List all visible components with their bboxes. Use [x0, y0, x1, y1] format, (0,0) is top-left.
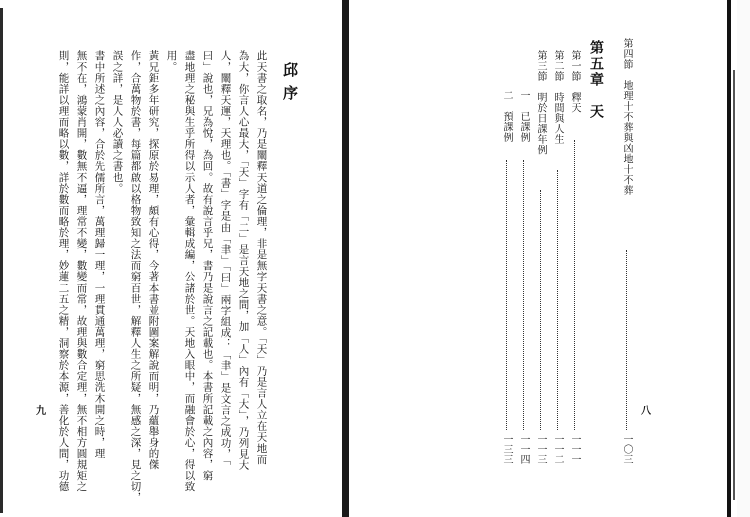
toc-leader	[523, 160, 524, 430]
toc-entry-label: 第三節 明於日課年例	[535, 50, 546, 155]
body-column: 作，合萬物於書，每篇都啟以格物致知之法而窮百世，解釋人生之所疑，無感之深，見之切，	[129, 50, 142, 504]
toc-entry-label: 第四節 地理十不葬與凶地十不葬	[621, 38, 632, 196]
body-column: 為大，你言人心最大，「天」字有「二」是言天地之間，加「人」內有「大」，乃列見大	[237, 50, 250, 471]
body-column: 無不在，鴻蒙肖開，數無不逼，理常不變，數變而常，故理與數合定理，無不相方圓規矩之	[75, 50, 88, 492]
toc-entry-number: 一一三	[535, 434, 546, 464]
page-edge	[733, 70, 735, 500]
body-column: 盡地理之秘與生乎所得以示人者，彙輯成編，公諸於世。天地入眼中，而融會於心，得以致	[183, 50, 196, 492]
toc-entry-label: 一 已課例	[518, 90, 529, 143]
right-page	[349, 0, 750, 517]
toc-entry-number: 一一四	[518, 434, 529, 464]
body-column: 曰」說也，兄為悅，為回。故有說言乎兄，書乃是說言之記載也。本書所記載之內容，窮	[201, 50, 214, 481]
left-page	[0, 0, 345, 517]
body-column: 人，闡釋天運，天理也。「書」字是由「聿」「曰」兩字組成：「聿」是文言之成功，「	[219, 50, 232, 466]
page-number: 九	[36, 406, 46, 417]
toc-entry-label: 二 預課例	[501, 90, 512, 143]
toc-entry-number: 一一一	[569, 434, 580, 464]
body-column: 則，能詳以理而略以數，詳於數而略於理，妙蓮二五之精，洞察於本源，善化於人間，功德	[57, 50, 70, 492]
body-column: 用。	[165, 50, 178, 73]
toc-leader	[540, 190, 541, 430]
toc-entry-label: 第一節 釋天	[569, 50, 580, 113]
toc-leader	[626, 250, 627, 430]
toc-leader	[506, 160, 507, 430]
body-column: 此天書之取名，乃是闡釋天道之倫理，非是無字天書之意。「天」乃是言人立在天地而	[255, 50, 268, 465]
toc-entry-number: 一〇三	[621, 434, 632, 464]
body-column: 書中所述之內容，合於先儒所言，萬理歸一理，一理貫通萬理，窮思洗木開之時，理	[93, 50, 106, 459]
toc-entry-label: 第二節 時間與人生	[552, 50, 563, 145]
body-column: 黃兄鉅多年研究，探原於易理，頗有心得，今著本書並附圖案解說而明，乃蘊舉身的傑	[147, 50, 160, 470]
page-edge	[737, 0, 750, 517]
page-edge	[727, 0, 731, 517]
toc-entry-number: 一三三	[501, 434, 512, 464]
page-edge	[0, 8, 3, 513]
chapter-heading: 第五章 天	[588, 40, 604, 120]
toc-leader	[557, 170, 558, 430]
body-column: 誤之詳，是人人必讀之書也。	[111, 50, 124, 194]
page-title: 邱序	[281, 62, 299, 108]
toc-entry-number: 一一二	[552, 434, 563, 464]
toc-leader	[574, 140, 575, 430]
page-number: 八	[641, 406, 651, 417]
